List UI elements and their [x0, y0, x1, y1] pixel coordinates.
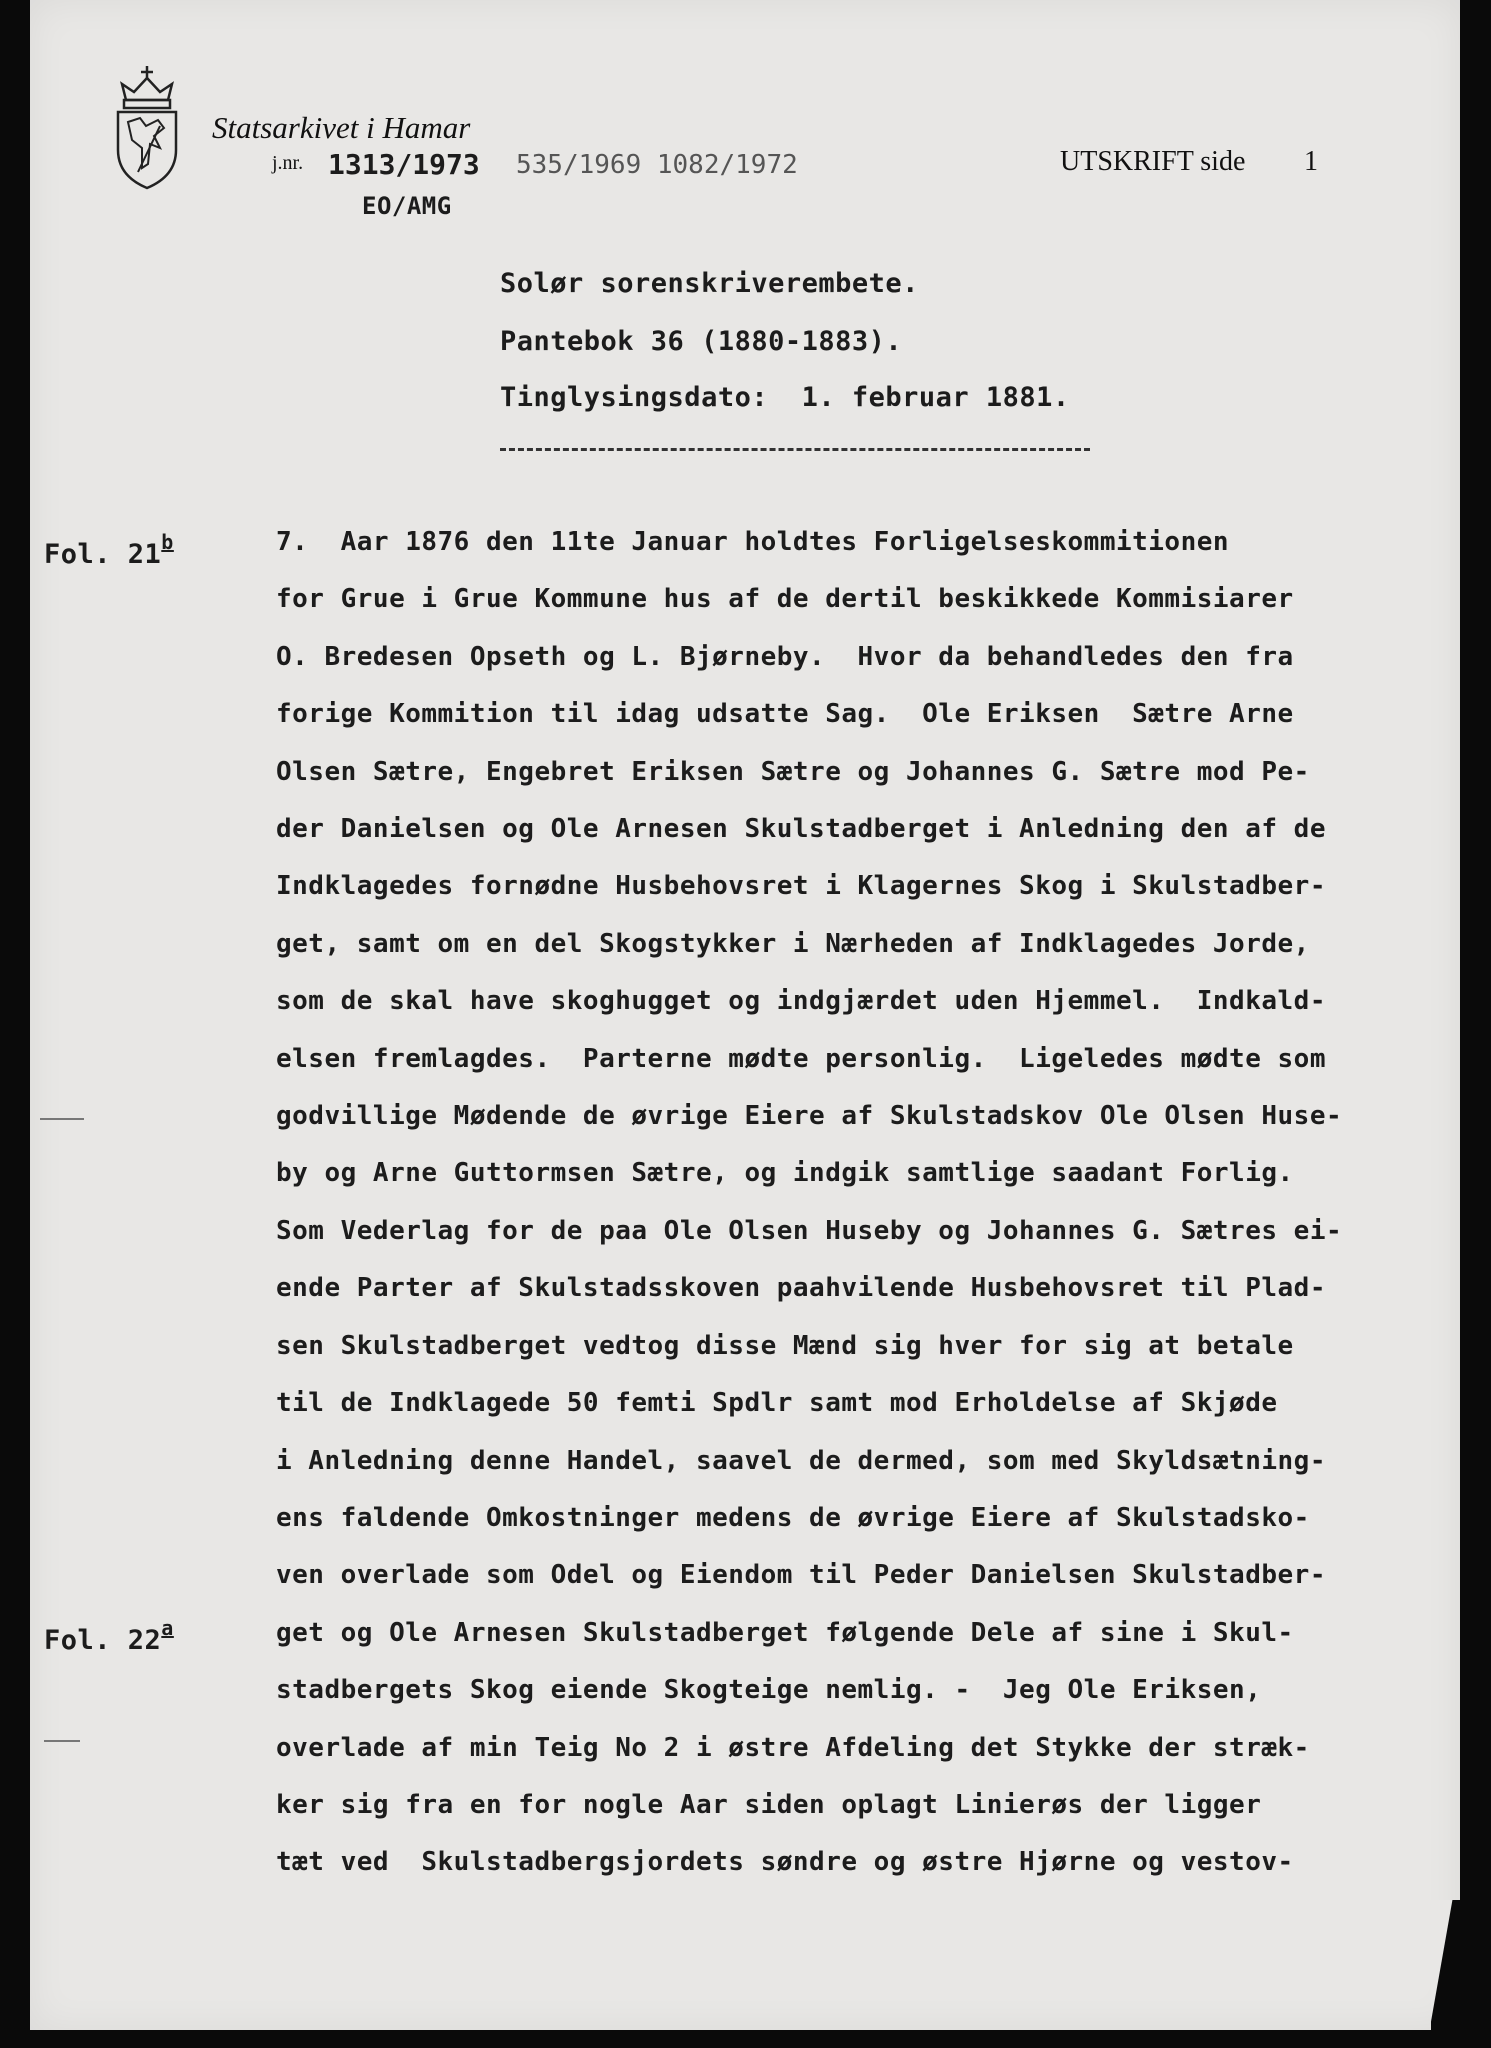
clerk-initials: EO/AMG [362, 192, 452, 220]
journal-number: 1313/1973 [328, 148, 480, 181]
text-line: sen Skulstadberget vedtog disse Mænd sig hver for sig at betale [276, 1330, 1294, 1361]
coat-of-arms-icon [112, 64, 182, 190]
heading-divider [500, 448, 1090, 451]
journal-number-label: j.nr. [272, 152, 304, 174]
text-line: stadbergets Skog eiende Skogteige nemlig. - Jeg Ole Eriksen, [276, 1675, 1262, 1706]
transcript-label: UTSKRIFT side [1060, 146, 1246, 177]
margin-mark [40, 1118, 84, 1120]
text-line: som de skal have skoghugget og indgjærdet uden Hjemmel. Indkald- [276, 986, 1326, 1017]
registration-date: Tinglysingsdato: 1. februar 1881. [500, 382, 1070, 413]
folio-marker: Fol. 21$^b$ [44, 530, 174, 570]
text-line: ens faldende Omkostninger medens de øvrige Eiere af Skulstadsko- [276, 1502, 1310, 1533]
text-line: ven overlade som Odel og Eiendom til Peder Danielsen Skulstadber- [276, 1560, 1326, 1591]
text-line: Indklagedes fornødne Husbehovsret i Klagernes Skog i Skulstadber- [276, 871, 1326, 902]
text-line: tæt ved Skulstadbergsjordets søndre og østre Hjørne og vestov- [276, 1847, 1294, 1878]
text-line: godvillige Mødende de øvrige Eiere af Skulstadskov Ole Olsen Huse- [276, 1101, 1343, 1132]
text-line: overlade af min Teig No 2 i østre Afdeling det Stykke der stræk- [276, 1732, 1310, 1763]
text-line: 7. Aar 1876 den 11te Januar holdtes Forligelseskommitionen [276, 527, 1230, 557]
book-heading: Pantebok 36 (1880-1883). [500, 326, 903, 357]
torn-corner [1431, 1900, 1461, 2030]
text-line: O. Bredesen Opseth og L. Bjørneby. Hvor da behandledes den fra [276, 641, 1294, 672]
text-line: ker sig fra en for nogle Aar siden oplagt Linierøs der ligger [276, 1789, 1262, 1820]
text-line: elsen fremlagdes. Parterne mødte personlig. Ligeledes mødte som [276, 1043, 1326, 1074]
text-line: get og Ole Arnesen Skulstadberget følgende Dele af sine i Skul- [276, 1617, 1294, 1648]
text-line: Olsen Sætre, Engebret Eriksen Sætre og Johannes G. Sætre mod Pe- [276, 756, 1310, 787]
text-line: Som Vederlag for de paa Ole Olsen Huseby og Johannes G. Sætres ei- [276, 1215, 1343, 1246]
text-line: ende Parter af Skulstadsskoven paahvilende Husbehovsret til Plad- [276, 1273, 1326, 1304]
archive-name: Statsarkivet i Hamar [212, 110, 471, 145]
text-line: der Danielsen og Ole Arnesen Skulstadberget i Anledning den af de [276, 814, 1326, 845]
transcript-body [276, 514, 1436, 1892]
text-line: for Grue i Grue Kommune hus af de dertil beskikkede Kommisiarer [276, 584, 1294, 615]
margin-mark [44, 1740, 80, 1742]
text-line: get, samt om en del Skogstykker i Nærheden af Indklagedes Jorde, [276, 928, 1310, 959]
office-heading: Solør sorenskriverembete. [500, 268, 919, 299]
folio-marker: Fol. 22$^a$ [44, 1616, 174, 1656]
page-number: 1 [1304, 146, 1318, 177]
text-line: by og Arne Guttormsen Sætre, og indgik samtlige saadant Forlig. [276, 1158, 1294, 1189]
text-line: forige Kommition til idag udsatte Sag. Ole Eriksen Sætre Arne [276, 699, 1294, 730]
journal-number-references: 535/1969 1082/1972 [516, 150, 798, 180]
text-line: i Anledning denne Handel, saavel de dermed, som med Skyldsætning- [276, 1445, 1326, 1476]
text-line: til de Indklagede 50 femti Spdlr samt mod Erholdelse af Skjøde [276, 1388, 1278, 1419]
